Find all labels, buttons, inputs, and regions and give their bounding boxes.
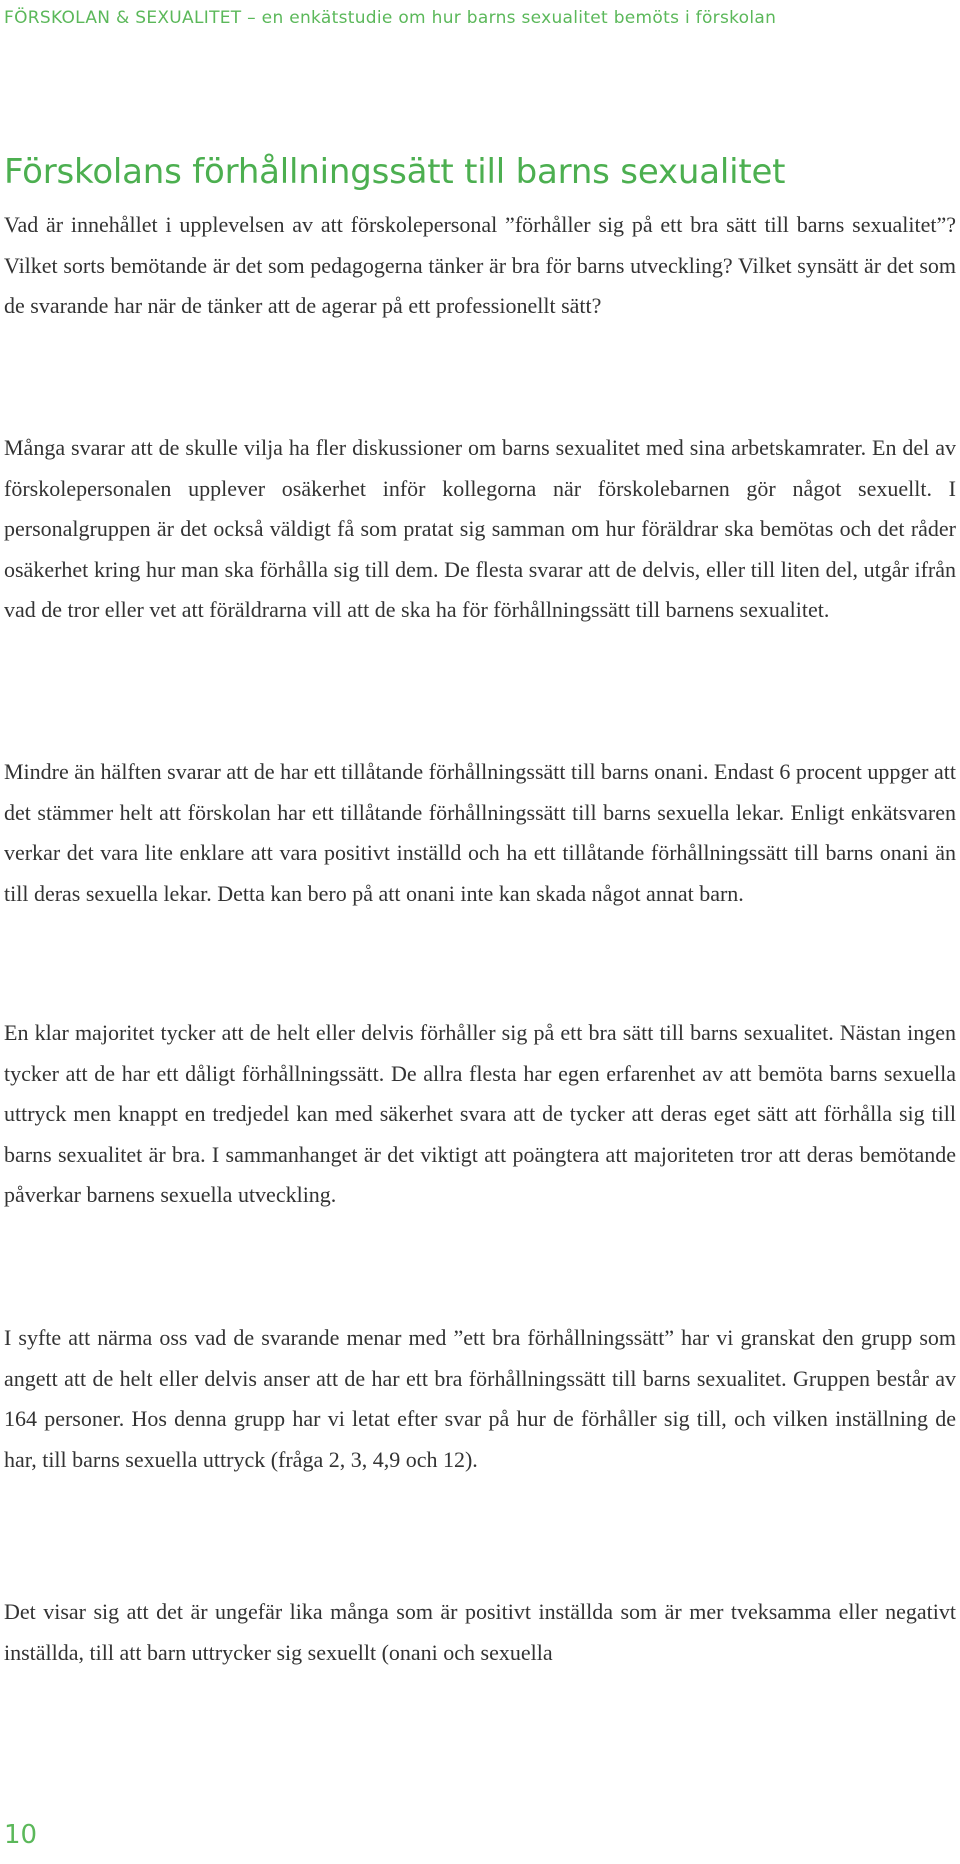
page-number: 10 [4,1820,38,1850]
body-paragraph: Vad är innehållet i upplevelsen av att förskolepersonal ”förhåller sig på ett bra sätt till barns sexualitet”? Vilket sorts bemötande är det som pedagogerna tänker är bra för barns utveckling? Vilket synsätt är det som de svarande har när de tänker att de agerar på ett professionellt sätt? [4,212,956,318]
section-title: Förskolans förhållningssätt till barns sexualitet [4,152,786,192]
body-paragraph: En klar majoritet tycker att de helt eller delvis förhåller sig på ett bra sätt till barns sexualitet. Nästan ingen tycker att de har ett dåligt förhållningssätt. De allra flesta har egen erfarenhet av att bemöta barns sexuella uttryck men knappt en tredjedel kan med säkerhet svara att de tycker att deras eget sätt att förhålla sig till barns sexualitet är bra. I sammanhanget är det viktigt att poängtera att majoriteten tror att deras bemötande påverkar barnens sexuella utveckling. [4,1020,956,1207]
body-paragraph: Det visar sig att det är ungefär lika många som är positivt inställda som är mer tveksamma eller negativt inställda, till att barn uttrycker sig sexuellt (onani och sexuella [4,1599,956,1665]
body-paragraph: Många svarar att de skulle vilja ha fler diskussioner om barns sexualitet med sina arbetskamrater. En del av förskolepersonalen upplever osäkerhet inför kollegorna när förskolebarnen gör något sexuellt. I personalgruppen är det också väldigt få som pratat sig samman om hur föräldrar ska bemötas och det råder osäkerhet kring hur man ska förhålla sig till dem. De flesta svarar att de delvis, eller till liten del, utgår ifrån vad de tror eller vet att föräldrarna vill att de ska ha för förhållningssätt till barnens sexualitet. [4,435,956,622]
body-paragraph: Mindre än hälften svarar att de har ett tillåtande förhållningssätt till barns onani. Endast 6 procent uppger att det stämmer helt att förskolan har ett tillåtande förhållningssätt till barns sexuella lekar. Enligt enkätsvaren verkar det vara lite enklare att vara positivt inställd och ha ett tillåtande förhållningssätt till barns onani än till deras sexuella lekar. Detta kan bero på att onani inte kan skada något annat barn. [4,759,956,906]
body-paragraph: I syfte att närma oss vad de svarande menar med ”ett bra förhållningssätt” har vi granskat den grupp som angett att de helt eller delvis anser att de har ett bra förhållningssätt till barns sexualitet. Gruppen består av 164 personer. Hos denna grupp har vi letat efter svar på hur de förhåller sig till, och vilken inställning de har, till barns sexuella uttryck (fråga 2, 3, 4,9 och 12). [4,1325,956,1472]
running-header-text: FÖRSKOLAN & SEXUALITET – en enkätstudie om hur barns sexualitet bemöts i förskolan [4,8,777,28]
running-header [4,8,776,28]
